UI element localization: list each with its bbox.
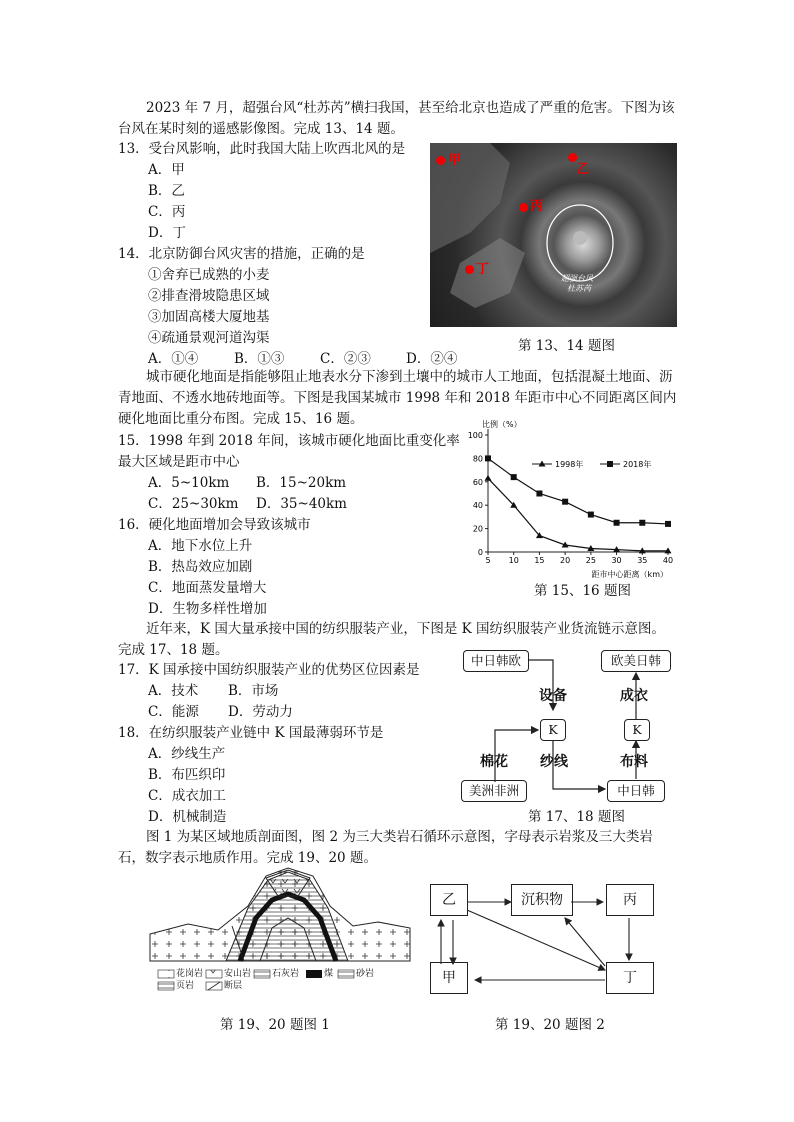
label-equipment: 设备 bbox=[539, 688, 567, 704]
q18-option-c[interactable]: C．成衣加工 bbox=[148, 788, 226, 804]
q14-item-2: ②排查滑坡隐患区域 bbox=[148, 288, 270, 304]
q13-stem: 13．受台风影响，此时我国大陆上吹西北风的是 bbox=[118, 141, 406, 157]
point-square bbox=[614, 520, 620, 526]
fig19-1-caption: 第 19、20 题图 1 bbox=[220, 1017, 330, 1033]
chart-y-label: 比例（%） bbox=[482, 420, 522, 429]
x-tick-label: 40 bbox=[662, 556, 674, 565]
q18-option-b[interactable]: B．布匹织印 bbox=[148, 767, 226, 783]
y-tick-label: 60 bbox=[472, 477, 483, 487]
node-k-right: K bbox=[624, 719, 650, 741]
q13-option-c[interactable]: C．丙 bbox=[148, 204, 186, 220]
y-tick-label: 20 bbox=[472, 524, 483, 534]
x-tick-label: 20 bbox=[560, 556, 571, 565]
point-square bbox=[511, 474, 517, 480]
node-yi: 乙 bbox=[430, 884, 468, 916]
q14-stem: 14．北京防御台风灾害的措施，正确的是 bbox=[118, 246, 365, 262]
node-bing: 丙 bbox=[606, 884, 654, 916]
label-yarn: 纱线 bbox=[540, 754, 568, 770]
node-cjke: 中日韩欧 bbox=[463, 650, 529, 672]
legend-coal: 煤 bbox=[324, 969, 334, 979]
x-tick-label: 10 bbox=[508, 556, 519, 565]
chart-x-label: 距市中心距离（km） bbox=[591, 570, 668, 579]
legend-shale: 页岩 bbox=[176, 981, 195, 991]
y-tick-label: 100 bbox=[467, 431, 483, 440]
q17-option-d[interactable]: D．劳动力 bbox=[228, 704, 293, 720]
marker-bing bbox=[519, 203, 528, 212]
legend-granite: 花岗岩 bbox=[176, 969, 204, 979]
label-jia: 甲 bbox=[448, 153, 462, 168]
intro-19-20: 图 1 为某区域地质剖面图，图 2 为三大类岩石循环示意图，字母表示岩浆及三大类岩石，数字表示地质作用。完成 19、20 题。 bbox=[118, 829, 653, 866]
q16-option-c[interactable]: C．地面蒸发量增大 bbox=[148, 580, 267, 596]
label-bing: 丙 bbox=[530, 199, 544, 214]
satellite-overlay bbox=[430, 143, 677, 327]
q14-option-b[interactable]: B．①③ bbox=[234, 351, 285, 367]
x-tick-label: 25 bbox=[585, 556, 596, 565]
q17-option-a[interactable]: A．技术 bbox=[148, 683, 199, 699]
y-tick-label: 0 bbox=[477, 548, 483, 557]
series-line-0 bbox=[488, 478, 668, 551]
q16-option-a[interactable]: A．地下水位上升 bbox=[148, 538, 253, 554]
x-tick-label: 35 bbox=[637, 556, 648, 565]
node-zrh: 中日韩 bbox=[607, 780, 665, 802]
q13-option-a[interactable]: A．甲 bbox=[148, 162, 185, 178]
storm-label-2: 杜苏芮 bbox=[567, 284, 591, 293]
fig13-caption: 第 13、14 题图 bbox=[518, 338, 615, 354]
q18-stem: 18．在纺织服装产业链中 K 国最薄弱环节是 bbox=[118, 725, 384, 741]
q14-item-1: ①舍弃已成熟的小麦 bbox=[148, 267, 270, 283]
q17-stem: 17．K 国承接中国纺织服装产业的优势区位因素是 bbox=[118, 662, 420, 678]
point-square bbox=[485, 455, 491, 461]
q16-option-d[interactable]: D．生物多样性增加 bbox=[148, 601, 267, 617]
q13-option-b[interactable]: B．乙 bbox=[148, 183, 185, 199]
marker-ding bbox=[465, 265, 474, 274]
q15-option-c[interactable]: C．25~30km bbox=[148, 496, 239, 512]
intro-15-16: 城市硬化地面是指能够阻止地表水分下渗到土壤中的城市人工地面，包括混凝土地面、沥青地面、不透水地砖地面等。下图是我国某城市 1998 年和 2018 年距市中心不同距离区间内硬化地面比重分布图。完成 15、16 题。 bbox=[118, 369, 677, 427]
legend-fault: 断层 bbox=[224, 981, 243, 991]
q18-option-d[interactable]: D．机械制造 bbox=[148, 809, 227, 825]
node-jia: 甲 bbox=[430, 962, 468, 994]
node-k-left: K bbox=[540, 719, 566, 741]
node-mzfz: 美洲非洲 bbox=[461, 780, 527, 802]
label-cloth: 布料 bbox=[620, 754, 648, 770]
hardened-ground-chart bbox=[460, 415, 680, 580]
x-tick-label: 5 bbox=[485, 556, 491, 565]
q15-option-a[interactable]: A．5~10km bbox=[148, 475, 230, 491]
point-square bbox=[562, 499, 568, 505]
q15-option-d[interactable]: D．35~40km bbox=[256, 496, 347, 512]
node-omrh: 欧美日韩 bbox=[601, 650, 671, 672]
q14-option-a[interactable]: A．①④ bbox=[148, 351, 199, 367]
x-tick-label: 15 bbox=[534, 556, 545, 565]
legend-label-1: 2018年 bbox=[623, 460, 652, 469]
q15-stem-line1: 15．1998 年到 2018 年间，该城市硬化地面比重变化率 bbox=[118, 433, 460, 449]
legend-marker bbox=[607, 461, 613, 467]
intro-17-18: 近年来，K 国大量承接中国的纺织服装产业，下图是 K 国纺织服装产业货流链示意图。完成 17、18 题。 bbox=[118, 621, 666, 658]
point-square bbox=[588, 512, 594, 518]
label-cotton: 棉花 bbox=[480, 754, 508, 770]
q13-option-d[interactable]: D．丁 bbox=[148, 225, 186, 241]
q14-item-4: ④疏通景观河道沟渠 bbox=[148, 330, 270, 346]
fig17-caption: 第 17、18 题图 bbox=[528, 809, 625, 825]
y-tick-label: 80 bbox=[472, 454, 483, 464]
label-garment: 成衣 bbox=[620, 688, 648, 704]
point-square bbox=[639, 520, 645, 526]
marker-yi bbox=[568, 153, 577, 162]
point-square bbox=[665, 521, 671, 527]
node-sediment: 沉积物 bbox=[511, 884, 573, 916]
node-ding: 丁 bbox=[606, 962, 654, 994]
q16-option-b[interactable]: B．热岛效应加剧 bbox=[148, 559, 253, 575]
q17-option-b[interactable]: B．市场 bbox=[228, 683, 279, 699]
typhoon-satellite-image bbox=[430, 143, 677, 327]
q16-stem: 16．硬化地面增加会导致该城市 bbox=[118, 517, 311, 533]
point-triangle bbox=[485, 475, 492, 481]
y-tick-label: 40 bbox=[472, 501, 483, 511]
legend-andesite: 安山岩 bbox=[224, 969, 252, 979]
q17-option-c[interactable]: C．能源 bbox=[148, 704, 199, 720]
intro-13-14: 2023 年 7 月，超强台风“杜苏芮”横扫我国，甚至给北京也造成了严重的危害。下图为该台风在某时刻的遥感影像图。完成 13、14 题。 bbox=[118, 100, 675, 137]
fig19-2-caption: 第 19、20 题图 2 bbox=[495, 1017, 605, 1033]
q14-option-c[interactable]: C．②③ bbox=[320, 351, 371, 367]
q15-option-b[interactable]: B．15~20km bbox=[256, 475, 347, 491]
fig15-caption: 第 15、16 题图 bbox=[534, 583, 631, 599]
legend-label-0: 1998年 bbox=[555, 460, 584, 469]
legend-sandstone: 砂岩 bbox=[356, 969, 375, 979]
label-yi: 乙 bbox=[576, 162, 590, 177]
q18-option-a[interactable]: A．纱线生产 bbox=[148, 746, 226, 762]
q14-item-3: ③加固高楼大厦地基 bbox=[148, 309, 270, 325]
point-square bbox=[536, 491, 542, 497]
storm-label-1: 超强台风 bbox=[561, 274, 593, 283]
label-ding: 丁 bbox=[476, 262, 490, 277]
q15-stem-line2: 最大区域是距市中心 bbox=[118, 454, 240, 470]
legend-limestone: 石灰岩 bbox=[272, 969, 300, 979]
marker-jia bbox=[436, 156, 445, 165]
x-tick-label: 30 bbox=[611, 556, 622, 565]
q14-option-d[interactable]: D．②④ bbox=[406, 351, 458, 367]
